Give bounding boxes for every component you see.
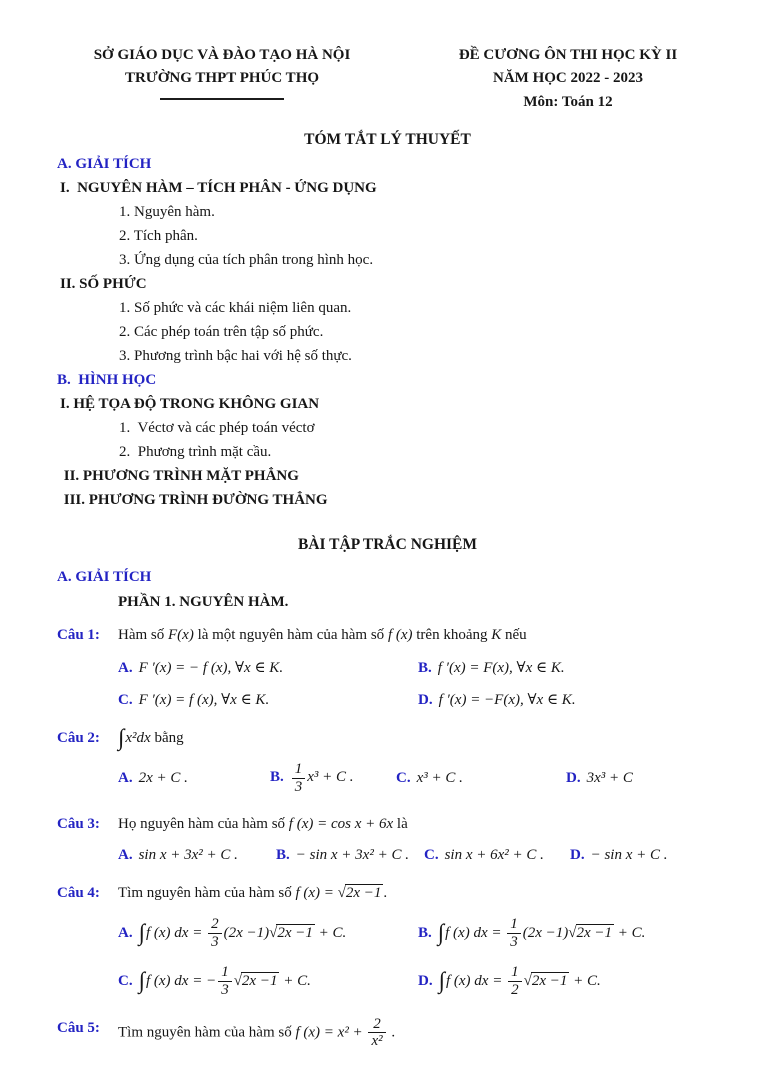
plain-text: Hàm số xyxy=(118,626,168,643)
question-stem xyxy=(118,812,718,836)
theory-heading: I. NGUYÊN HÀM – TÍCH PHÂN - ỨNG DỤNG xyxy=(60,179,377,196)
math-text: (2x −1) xyxy=(522,925,569,942)
radicand: 2x −1 xyxy=(241,972,278,989)
option-letter: B. xyxy=(418,925,432,942)
question xyxy=(57,623,718,709)
answer-option xyxy=(566,770,718,787)
math-text: 2x + C . xyxy=(138,769,188,786)
option-text xyxy=(139,660,283,676)
theory-section-heading: A. GIẢI TÍCH xyxy=(57,155,152,172)
math-fraction xyxy=(508,964,522,999)
math-square-root xyxy=(234,973,280,990)
option-letter: D. xyxy=(418,691,433,708)
theory-heading: I. HỆ TỌA ĐỘ TRONG KHÔNG GIAN xyxy=(60,395,320,412)
math-text: K xyxy=(491,626,502,643)
question xyxy=(57,726,718,796)
question-row xyxy=(57,1016,718,1051)
theory-item: 1. Số phức và các khái niệm liên quan. xyxy=(119,299,352,316)
department-name: SỞ GIÁO DỤC VÀ ĐÀO TẠO HÀ NỘI xyxy=(93,47,351,63)
math-fraction xyxy=(507,916,521,951)
radicand: 2x −1 xyxy=(277,925,313,942)
radical-sign: √ xyxy=(269,925,278,942)
option-text xyxy=(139,847,238,863)
integral-sign: ∫ xyxy=(138,967,145,994)
answer-option xyxy=(418,964,718,999)
theory-item: 1. Nguyên hàm. xyxy=(119,203,215,220)
answer-option xyxy=(118,770,270,787)
option-letter: B. xyxy=(418,659,432,676)
radical-sign: √ xyxy=(337,885,346,902)
option-text xyxy=(591,847,668,863)
option-text xyxy=(439,692,576,708)
math-text: f (x) dx = xyxy=(145,925,207,942)
question-label: Câu 1: xyxy=(57,626,100,643)
question-row xyxy=(57,623,718,647)
plain-text: trên khoảng xyxy=(412,626,492,643)
plain-text: là xyxy=(393,816,408,833)
option-text xyxy=(138,916,347,951)
integral-sign: ∫ xyxy=(437,920,445,947)
option-letter: A. xyxy=(118,847,133,864)
plain-text: Tìm nguyên hàm của hàm số xyxy=(118,885,296,902)
math-text: f (x) = cos x + 6x xyxy=(288,816,394,833)
math-text: x²dx xyxy=(125,729,151,746)
question xyxy=(57,1016,718,1051)
question-label: Câu 4: xyxy=(57,885,100,902)
answer-option xyxy=(118,690,418,709)
answer-option xyxy=(418,916,718,951)
math-text: sin x + 6x² + C . xyxy=(444,847,544,864)
math-text: + C. xyxy=(614,925,646,942)
theory-section-heading: B. HÌNH HỌC xyxy=(57,371,157,388)
part-heading: PHẦN 1. NGUYÊN HÀM. xyxy=(118,593,289,610)
answer-option xyxy=(424,847,570,864)
math-text: F(x) xyxy=(168,626,194,643)
option-letter: D. xyxy=(418,972,433,989)
radical-sign: √ xyxy=(233,972,242,989)
math-text: f (x) = x² + xyxy=(295,1024,367,1041)
fraction-denominator: 3 xyxy=(221,981,229,998)
plain-text: bằng xyxy=(150,729,184,746)
math-text: (2x −1) xyxy=(223,925,270,942)
math-text: + C. xyxy=(279,972,311,989)
options-grid xyxy=(118,916,718,998)
question-label: Câu 3: xyxy=(57,816,100,833)
theory-outline xyxy=(57,152,718,512)
fraction-denominator: 3 xyxy=(294,778,303,795)
math-text: − sin x + C . xyxy=(590,847,668,864)
option-text xyxy=(138,963,311,998)
option-letter: A. xyxy=(118,769,133,786)
fraction-numerator: 1 xyxy=(292,761,306,779)
header-divider xyxy=(160,98,284,100)
math-text: f (x) dx = − xyxy=(145,972,217,989)
math-text: f (x) = xyxy=(295,885,338,902)
math-square-root xyxy=(338,881,384,905)
school-name: TRƯỜNG THPT PHÚC THỌ xyxy=(124,70,320,87)
option-letter: C. xyxy=(118,972,133,989)
theory-heading: III. PHƯƠNG TRÌNH ĐƯỜNG THẲNG xyxy=(60,491,328,508)
theory-item: 2. Tích phân. xyxy=(119,227,198,244)
exam-block xyxy=(418,44,718,114)
answer-option xyxy=(418,658,718,677)
option-text xyxy=(290,760,354,795)
option-letter: D. xyxy=(566,769,581,786)
theory-item: 2. Các phép toán trên tập số phức. xyxy=(119,323,324,340)
exam-title: ĐỀ CƯƠNG ÔN THI HỌC KỲ II xyxy=(458,47,678,63)
option-letter: C. xyxy=(118,691,133,708)
fraction-denominator: x² xyxy=(371,1033,383,1050)
radicand: 2x −1 xyxy=(576,925,613,942)
option-text xyxy=(438,660,565,676)
plain-text: Tìm nguyên hàm của hàm số xyxy=(118,1024,296,1041)
question-stem xyxy=(118,881,718,905)
plain-text: . xyxy=(383,885,388,902)
question-label: Câu 2: xyxy=(57,729,100,746)
answer-option xyxy=(396,770,566,787)
math-text: f (x) dx = xyxy=(445,925,506,942)
option-text xyxy=(437,916,646,951)
math-text: f (x) dx = xyxy=(445,972,507,989)
answer-option xyxy=(118,916,418,951)
option-text xyxy=(445,847,544,863)
question xyxy=(57,812,718,864)
option-letter: A. xyxy=(118,659,133,676)
document-header xyxy=(57,44,718,114)
options-grid xyxy=(118,847,718,864)
exercises-section-heading: A. GIẢI TÍCH xyxy=(57,568,152,585)
math-square-root xyxy=(269,925,315,942)
option-letter: A. xyxy=(118,925,133,942)
math-text: f ′(x) = −F(x), ∀x ∈ K. xyxy=(438,691,576,708)
answer-option xyxy=(118,964,418,999)
math-text: sin x + 3x² + C . xyxy=(138,847,238,864)
option-text xyxy=(587,770,633,786)
question-stem xyxy=(118,1016,718,1051)
fraction-denominator: 3 xyxy=(211,934,219,951)
question-stem xyxy=(118,623,718,647)
question xyxy=(57,881,718,998)
math-text: x³ + C . xyxy=(416,769,463,786)
math-text: − sin x + 3x² + C . xyxy=(295,847,409,864)
plain-text: Họ nguyên hàm của hàm số xyxy=(118,816,289,833)
math-fraction xyxy=(292,761,306,796)
question-row xyxy=(57,726,718,750)
math-fraction xyxy=(368,1016,385,1051)
theory-title: TÓM TẮT LÝ THUYẾT xyxy=(304,130,471,148)
options-grid xyxy=(118,761,718,796)
option-letter: C. xyxy=(424,847,439,864)
option-letter: C. xyxy=(396,769,411,786)
option-letter: B. xyxy=(270,769,284,786)
plain-text: nếu xyxy=(501,626,527,643)
fraction-denominator: 3 xyxy=(510,934,518,951)
plain-text: là một nguyên hàm của hàm số xyxy=(193,626,388,643)
subject-line: Môn: Toán 12 xyxy=(523,93,613,110)
question-label: Câu 5: xyxy=(57,1019,100,1036)
radicand: 2x −1 xyxy=(531,972,568,989)
questions-list xyxy=(57,623,718,1050)
theory-item: 1. Véctơ và các phép toán véctơ xyxy=(119,419,315,436)
fraction-numerator: 2 xyxy=(368,1016,385,1034)
exercises-title: BÀI TẬP TRẮC NGHIỆM xyxy=(298,535,477,553)
math-text: + C. xyxy=(314,925,347,942)
school-year: NĂM HỌC 2022 - 2023 xyxy=(493,70,643,87)
theory-heading: II. SỐ PHỨC xyxy=(60,275,147,292)
math-text: F ′(x) = − f (x), ∀x ∈ K. xyxy=(138,659,284,676)
option-text xyxy=(296,847,409,863)
answer-option xyxy=(418,690,718,709)
fraction-numerator: 1 xyxy=(507,916,521,934)
math-text: f ′(x) = F(x), ∀x ∈ K. xyxy=(437,659,565,676)
integral-sign: ∫ xyxy=(138,920,145,947)
option-letter: D. xyxy=(570,847,585,864)
answer-option xyxy=(118,658,418,677)
theory-item: 2. Phương trình mặt cầu. xyxy=(119,443,272,460)
math-fraction xyxy=(218,964,232,999)
option-letter: B. xyxy=(276,847,290,864)
math-square-root xyxy=(568,925,614,942)
question-row xyxy=(57,812,718,836)
fraction-numerator: 1 xyxy=(218,964,232,982)
answer-option xyxy=(570,847,718,864)
options-grid xyxy=(118,658,718,709)
math-text: f (x) xyxy=(387,626,413,643)
school-block xyxy=(57,44,387,100)
radicand: 2x −1 xyxy=(345,885,382,902)
answer-option xyxy=(270,761,396,796)
fraction-denominator: 2 xyxy=(511,981,519,998)
math-fraction xyxy=(208,916,222,951)
fraction-numerator: 2 xyxy=(208,916,222,934)
question-row xyxy=(57,881,718,905)
theory-heading: II. PHƯƠNG TRÌNH MẶT PHẲNG xyxy=(60,467,299,484)
math-text: + C. xyxy=(569,972,601,989)
plain-text: . xyxy=(387,1024,396,1041)
answer-option xyxy=(118,847,276,864)
math-text: x³ + C . xyxy=(307,769,354,786)
math-text: 3x³ + C xyxy=(586,769,633,786)
radical-sign: √ xyxy=(523,972,532,989)
integral-sign: ∫ xyxy=(438,967,445,994)
theory-item: 3. Phương trình bậc hai với hệ số thực. xyxy=(119,347,352,364)
radical-sign: √ xyxy=(568,925,577,942)
math-text: F ′(x) = f (x), ∀x ∈ K. xyxy=(138,691,270,708)
answer-option xyxy=(276,847,424,864)
theory-item: 3. Ứng dụng của tích phân trong hình học. xyxy=(119,251,374,268)
option-text xyxy=(417,770,463,786)
fraction-numerator: 1 xyxy=(508,964,522,982)
option-text xyxy=(139,770,188,786)
math-square-root xyxy=(524,973,570,990)
option-text xyxy=(438,963,601,998)
option-text xyxy=(139,692,270,708)
question-stem xyxy=(118,726,718,750)
integral-sign: ∫ xyxy=(118,725,125,751)
